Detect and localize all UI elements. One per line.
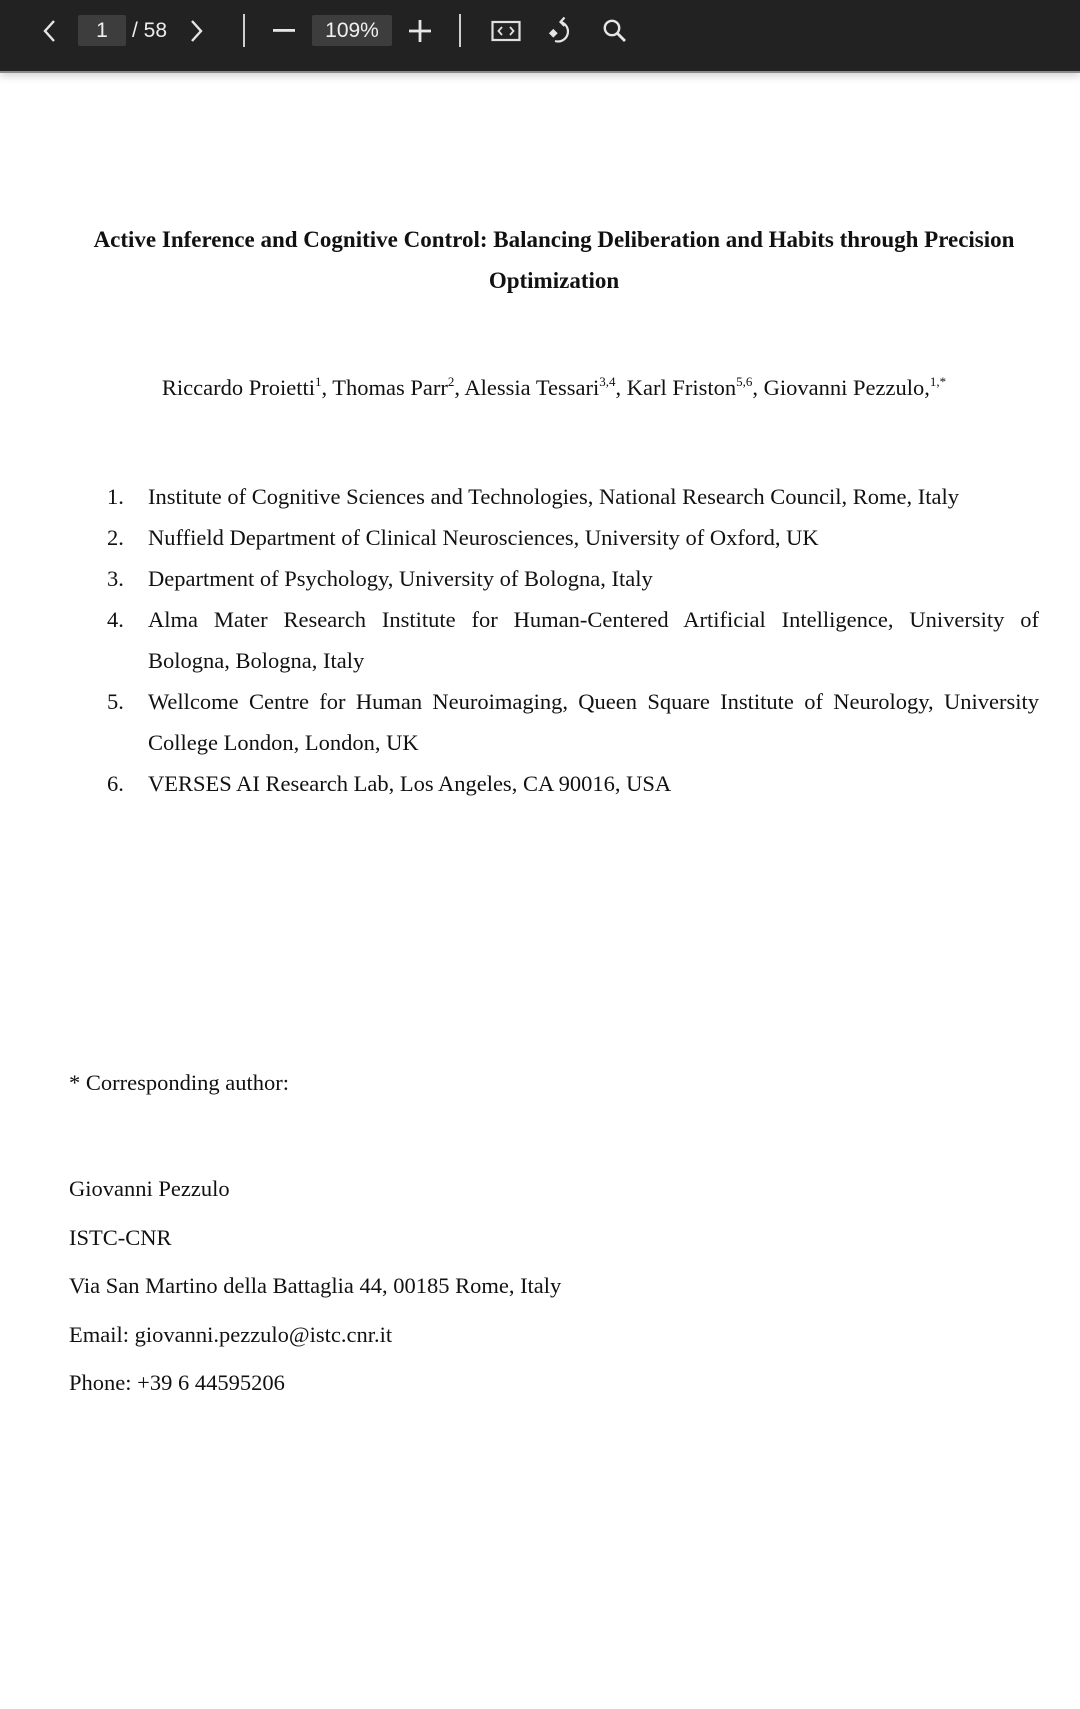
title-line-2: Optimization: [488, 268, 620, 293]
rotate-icon: [547, 15, 575, 45]
affiliation-item: 4. Alma Mater Research Institute for Human-Centered Artificial Intelligence, University of Bologna, Bologna, Italy: [107, 607, 1039, 673]
corresponding-author-contact: [69, 1165, 561, 1408]
affiliation-superscript: 5,6: [736, 374, 753, 389]
paper-title: [0, 219, 1080, 301]
affiliation-superscript: 1: [314, 374, 322, 389]
search-icon: [602, 18, 628, 44]
author: Thomas Parr$^2$,: [332, 374, 465, 400]
affiliation-superscript: 3,4: [599, 374, 616, 389]
affiliation-list: [104, 476, 1039, 804]
toolbar-divider: [243, 14, 245, 47]
page-number-input[interactable]: [78, 15, 126, 46]
affiliation-superscript: 1,*: [929, 374, 947, 389]
fit-width-icon: [491, 19, 521, 43]
affiliation-item: 3. Department of Psychology, University of Bologna, Italy: [107, 566, 653, 591]
affiliation-item: 6. VERSES AI Research Lab, Los Angeles, CA 90016, USA: [107, 771, 672, 796]
title-line-1: Active Inference and Cognitive Control: Balancing Deliberation and Habits through Precision: [93, 227, 1015, 252]
author-list: [0, 373, 1080, 406]
affiliation-superscript: 2: [447, 374, 455, 389]
author: Riccardo Proietti$^1$,: [161, 374, 333, 400]
contact-address: Via San Martino della Battaglia 44, 00185 Rome, Italy: [69, 1273, 562, 1298]
pdf-page: [0, 73, 1080, 1709]
plus-icon: [409, 20, 431, 42]
contact-phone: Phone: +39 6 44595206: [69, 1370, 285, 1395]
chevron-right-icon: [190, 19, 204, 43]
corresponding-author-label: * Corresponding author:: [69, 1070, 289, 1095]
affiliation-item: 1. Institute of Cognitive Sciences and Technologies, National Research Council, Rome, Italy: [107, 484, 959, 509]
pdf-viewer-toolbar: [0, 0, 1080, 73]
search-button[interactable]: [600, 15, 630, 47]
affiliation-item: 2. Nuffield Department of Clinical Neurosciences, University of Oxford, UK: [107, 525, 819, 550]
author: Karl Friston$^{5,6}$,: [626, 374, 764, 400]
rotate-button[interactable]: [545, 13, 577, 47]
prev-page-button[interactable]: [36, 16, 62, 46]
fit-to-page-button[interactable]: [489, 16, 523, 46]
contact-email: Email: giovanni.pezzulo@istc.cnr.it: [69, 1321, 393, 1347]
zoom-level-display[interactable]: 109%: [312, 15, 392, 46]
page-total-label: / 58: [132, 19, 168, 42]
author: Alessia Tessari$^{3,4}$,: [464, 374, 627, 400]
affiliation-item: 5. Wellcome Centre for Human Neuroimaging, Queen Square Institute of Neurology, University College London, London, UK: [107, 689, 1039, 755]
zoom-in-button[interactable]: [406, 16, 434, 46]
contact-name: Giovanni Pezzulo: [69, 1176, 230, 1201]
author: Giovanni Pezzulo,$^{1,*}$: [763, 374, 947, 400]
zoom-out-button[interactable]: [270, 16, 298, 46]
toolbar-divider: [459, 14, 461, 47]
contact-institution: ISTC-CNR: [69, 1224, 172, 1250]
minus-icon: [273, 29, 295, 33]
chevron-left-icon: [42, 19, 56, 43]
next-page-button[interactable]: [184, 16, 210, 46]
